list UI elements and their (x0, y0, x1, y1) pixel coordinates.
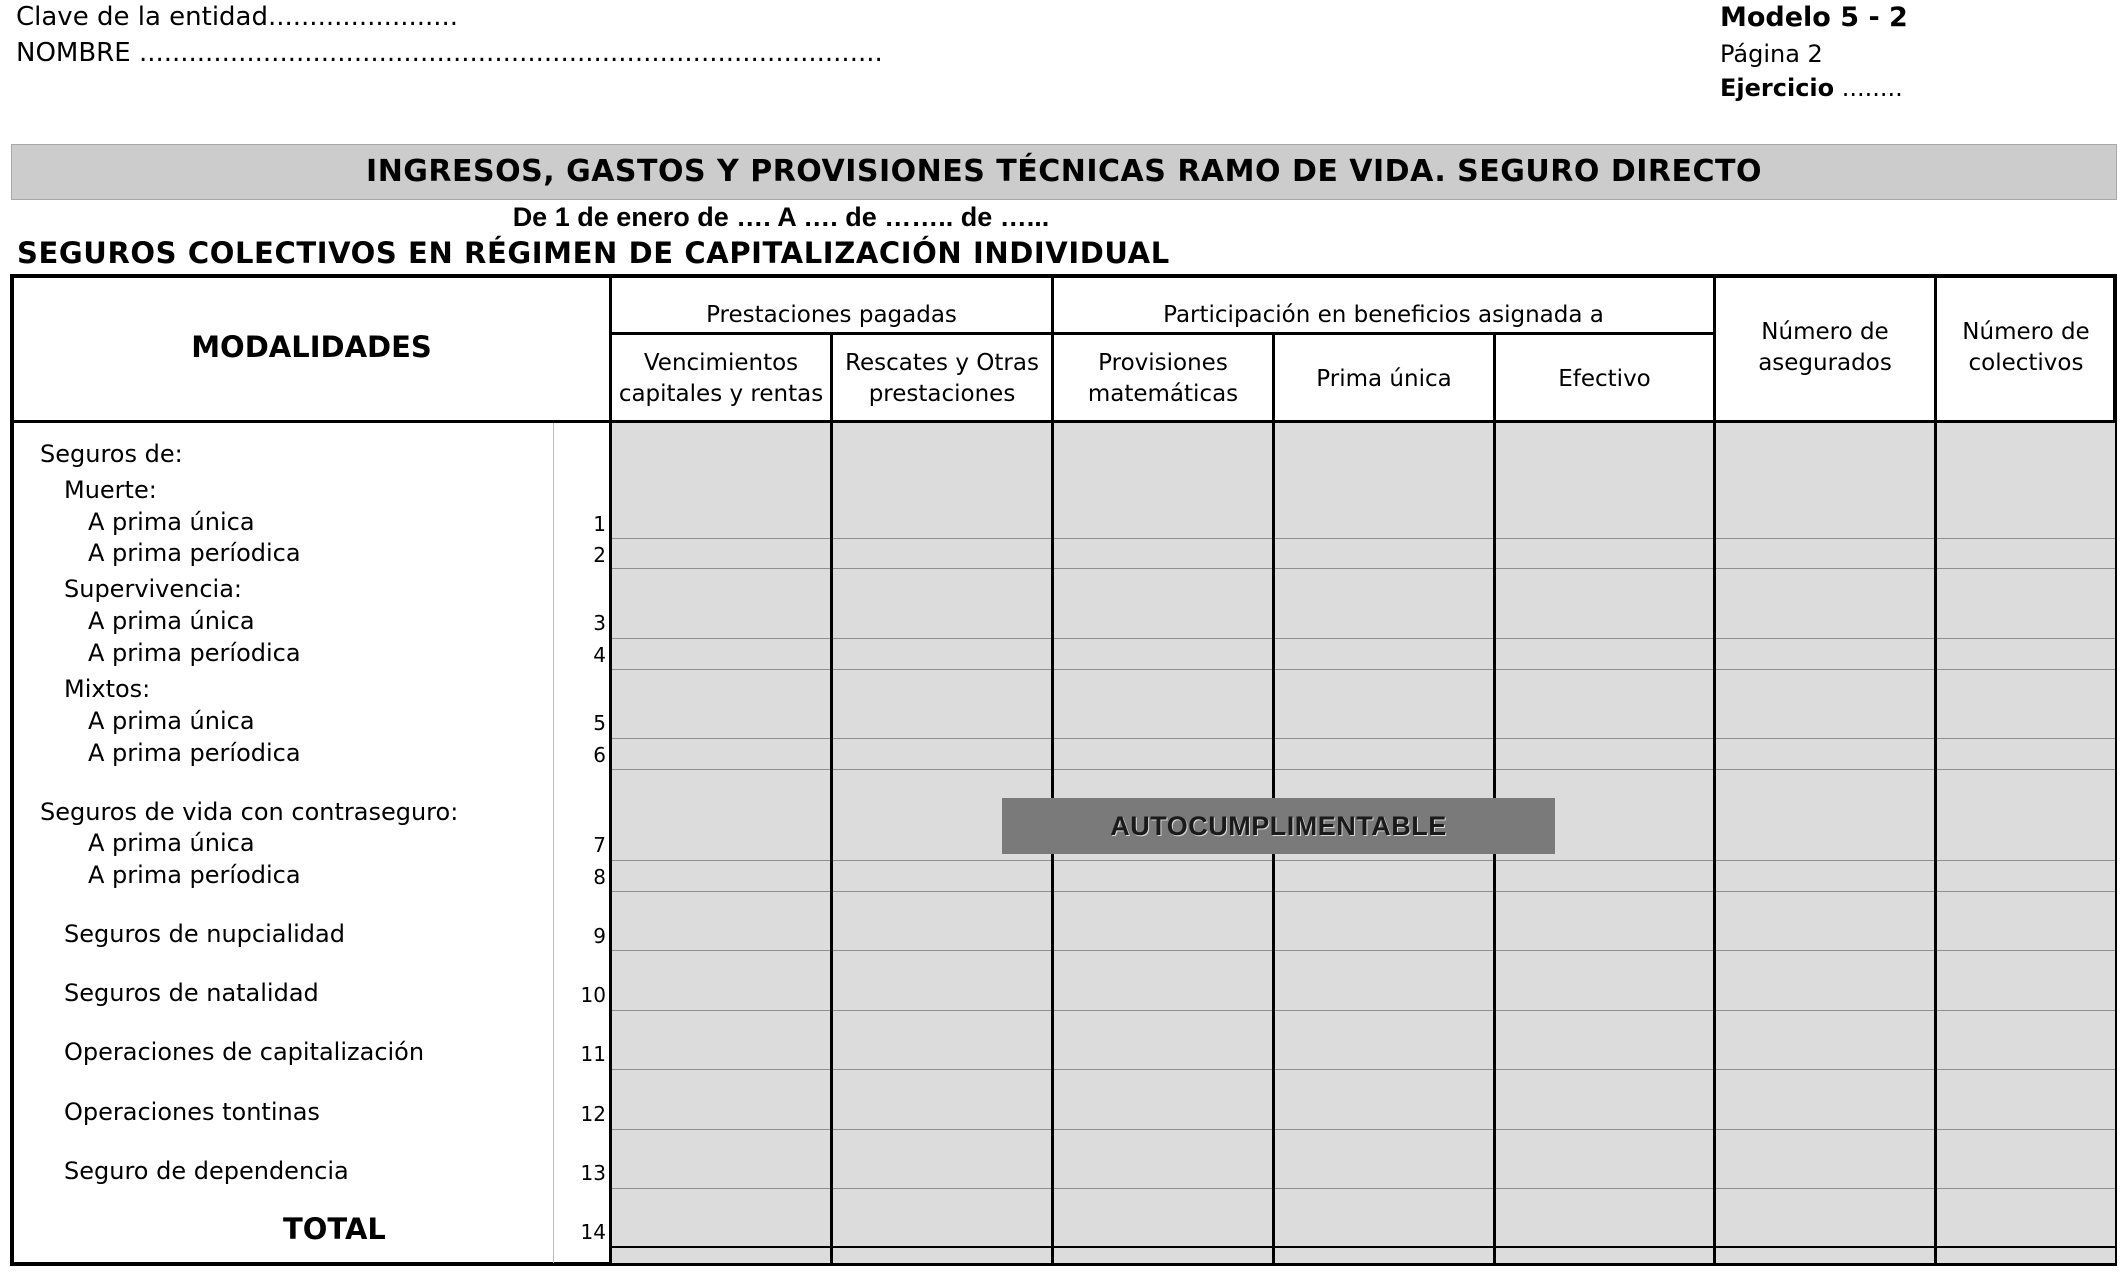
period-subtitle: De 1 de enero de …. A …. de …….. de …... (512, 202, 1050, 232)
rescates-header (833, 348, 1051, 410)
efectivo-header: Efectivo (1558, 366, 1651, 392)
vencimientos-line2: capitales y rentas (618, 381, 824, 407)
row-divider (611, 950, 2115, 951)
column-divider (830, 332, 833, 1263)
prestaciones-group-header: Prestaciones pagadas (706, 302, 957, 328)
row-number: 3 (593, 611, 606, 635)
row-number: 10 (580, 983, 606, 1007)
rescates-line1: Rescates y Otras (845, 350, 1039, 376)
column-divider (1713, 277, 1716, 1263)
colectivos-header (1937, 317, 2115, 379)
entity-code-field: Clave de la entidad....................... (16, 2, 459, 32)
row-number: 13 (580, 1161, 606, 1185)
row-divider (611, 1129, 2115, 1130)
vencimientos-line1: Vencimientos (643, 350, 799, 376)
row-number: 9 (593, 924, 606, 948)
row-divider (611, 769, 2115, 770)
row-label-6: A prima períodica (88, 739, 301, 767)
rescates-line2: prestaciones (868, 381, 1016, 407)
row-number: 8 (593, 865, 606, 889)
row-label-12: Operaciones tontinas (64, 1098, 320, 1126)
row-heading-mixtos: Mixtos: (64, 675, 151, 703)
row-label-11: Operaciones de capitalización (64, 1038, 425, 1066)
page-title: INGRESOS, GASTOS Y PROVISIONES TÉCNICAS RAMO DE VIDA. SEGURO DIRECTO (11, 144, 2117, 200)
column-divider (1493, 332, 1496, 798)
row-divider (611, 891, 2115, 892)
prima-unica-header: Prima única (1316, 366, 1452, 392)
row-heading-contraseguro: Seguros de vida con contraseguro: (40, 798, 459, 826)
row-number: 6 (593, 743, 606, 767)
column-divider (1272, 854, 1275, 1263)
column-divider (1493, 854, 1496, 1263)
row-divider (611, 860, 2115, 861)
row-heading-supervivencia: Supervivencia: (64, 575, 243, 603)
row-heading-muerte: Muerte: (64, 476, 157, 504)
row-divider (611, 669, 2115, 670)
autocumplimentable-stamp: AUTOCUMPLIMENTABLE (1002, 798, 1555, 854)
exercise-label: Ejercicio (1720, 74, 1835, 102)
row-label-13: Seguro de dependencia (64, 1157, 349, 1185)
row-number: 7 (593, 833, 606, 857)
row-label-3: A prima única (88, 607, 255, 635)
row-number: 5 (593, 711, 606, 735)
row-divider (611, 738, 2115, 739)
row-label-2: A prima períodica (88, 539, 301, 567)
column-divider (609, 277, 612, 1263)
total-divider (611, 1246, 2115, 1248)
row-label-1: A prima única (88, 508, 255, 536)
row-label-total: TOTAL (283, 1212, 386, 1246)
entity-name-field: NOMBRE .......................................................................................... (16, 38, 883, 68)
column-divider (1051, 854, 1054, 1263)
row-divider (611, 638, 2115, 639)
section-title: SEGUROS COLECTIVOS EN RÉGIMEN DE CAPITALIZACIÓN INDIVIDUAL (17, 236, 1170, 270)
colectivos-line2: colectivos (1968, 350, 2084, 376)
row-label-5: A prima única (88, 707, 255, 735)
row-number: 2 (593, 543, 606, 567)
row-label-10: Seguros de natalidad (64, 979, 319, 1007)
row-number: 12 (580, 1102, 606, 1126)
header-divider (12, 420, 2115, 423)
asegurados-line2: asegurados (1758, 350, 1892, 376)
row-heading-seguros: Seguros de: (40, 440, 183, 468)
modalidades-header: MODALIDADES (191, 330, 432, 364)
row-number: 4 (593, 643, 606, 667)
provisiones-header (1054, 348, 1272, 410)
row-number: 1 (593, 512, 606, 536)
row-number: 11 (580, 1042, 606, 1066)
row-divider (611, 1188, 2115, 1189)
page-number: Página 2 (1720, 40, 1823, 68)
asegurados-line1: Número de (1761, 319, 1889, 345)
row-label-4: A prima períodica (88, 639, 301, 667)
row-label-7: A prima única (88, 829, 255, 857)
vencimientos-header (612, 348, 830, 410)
colectivos-line1: Número de (1962, 319, 2090, 345)
column-divider (1272, 332, 1275, 798)
row-label-9: Seguros de nupcialidad (64, 920, 345, 948)
model-number: Modelo 5 - 2 (1720, 2, 1908, 33)
row-divider (611, 568, 2115, 569)
row-number: 14 (580, 1220, 606, 1244)
row-label-8: A prima períodica (88, 861, 301, 889)
row-divider (611, 1010, 2115, 1011)
exercise-dots: ........ (1834, 74, 1903, 102)
column-divider (1934, 277, 1937, 1263)
row-divider (611, 1069, 2115, 1070)
asegurados-header (1716, 317, 1934, 379)
group-divider (611, 332, 1716, 335)
row-divider (611, 538, 2115, 539)
number-column-divider (553, 423, 554, 1263)
participacion-group-header: Participación en beneficios asignada a (1163, 302, 1604, 328)
provisiones-line2: matemáticas (1087, 381, 1239, 407)
provisiones-line1: Provisiones (1098, 350, 1228, 376)
exercise-field (1720, 74, 1903, 102)
